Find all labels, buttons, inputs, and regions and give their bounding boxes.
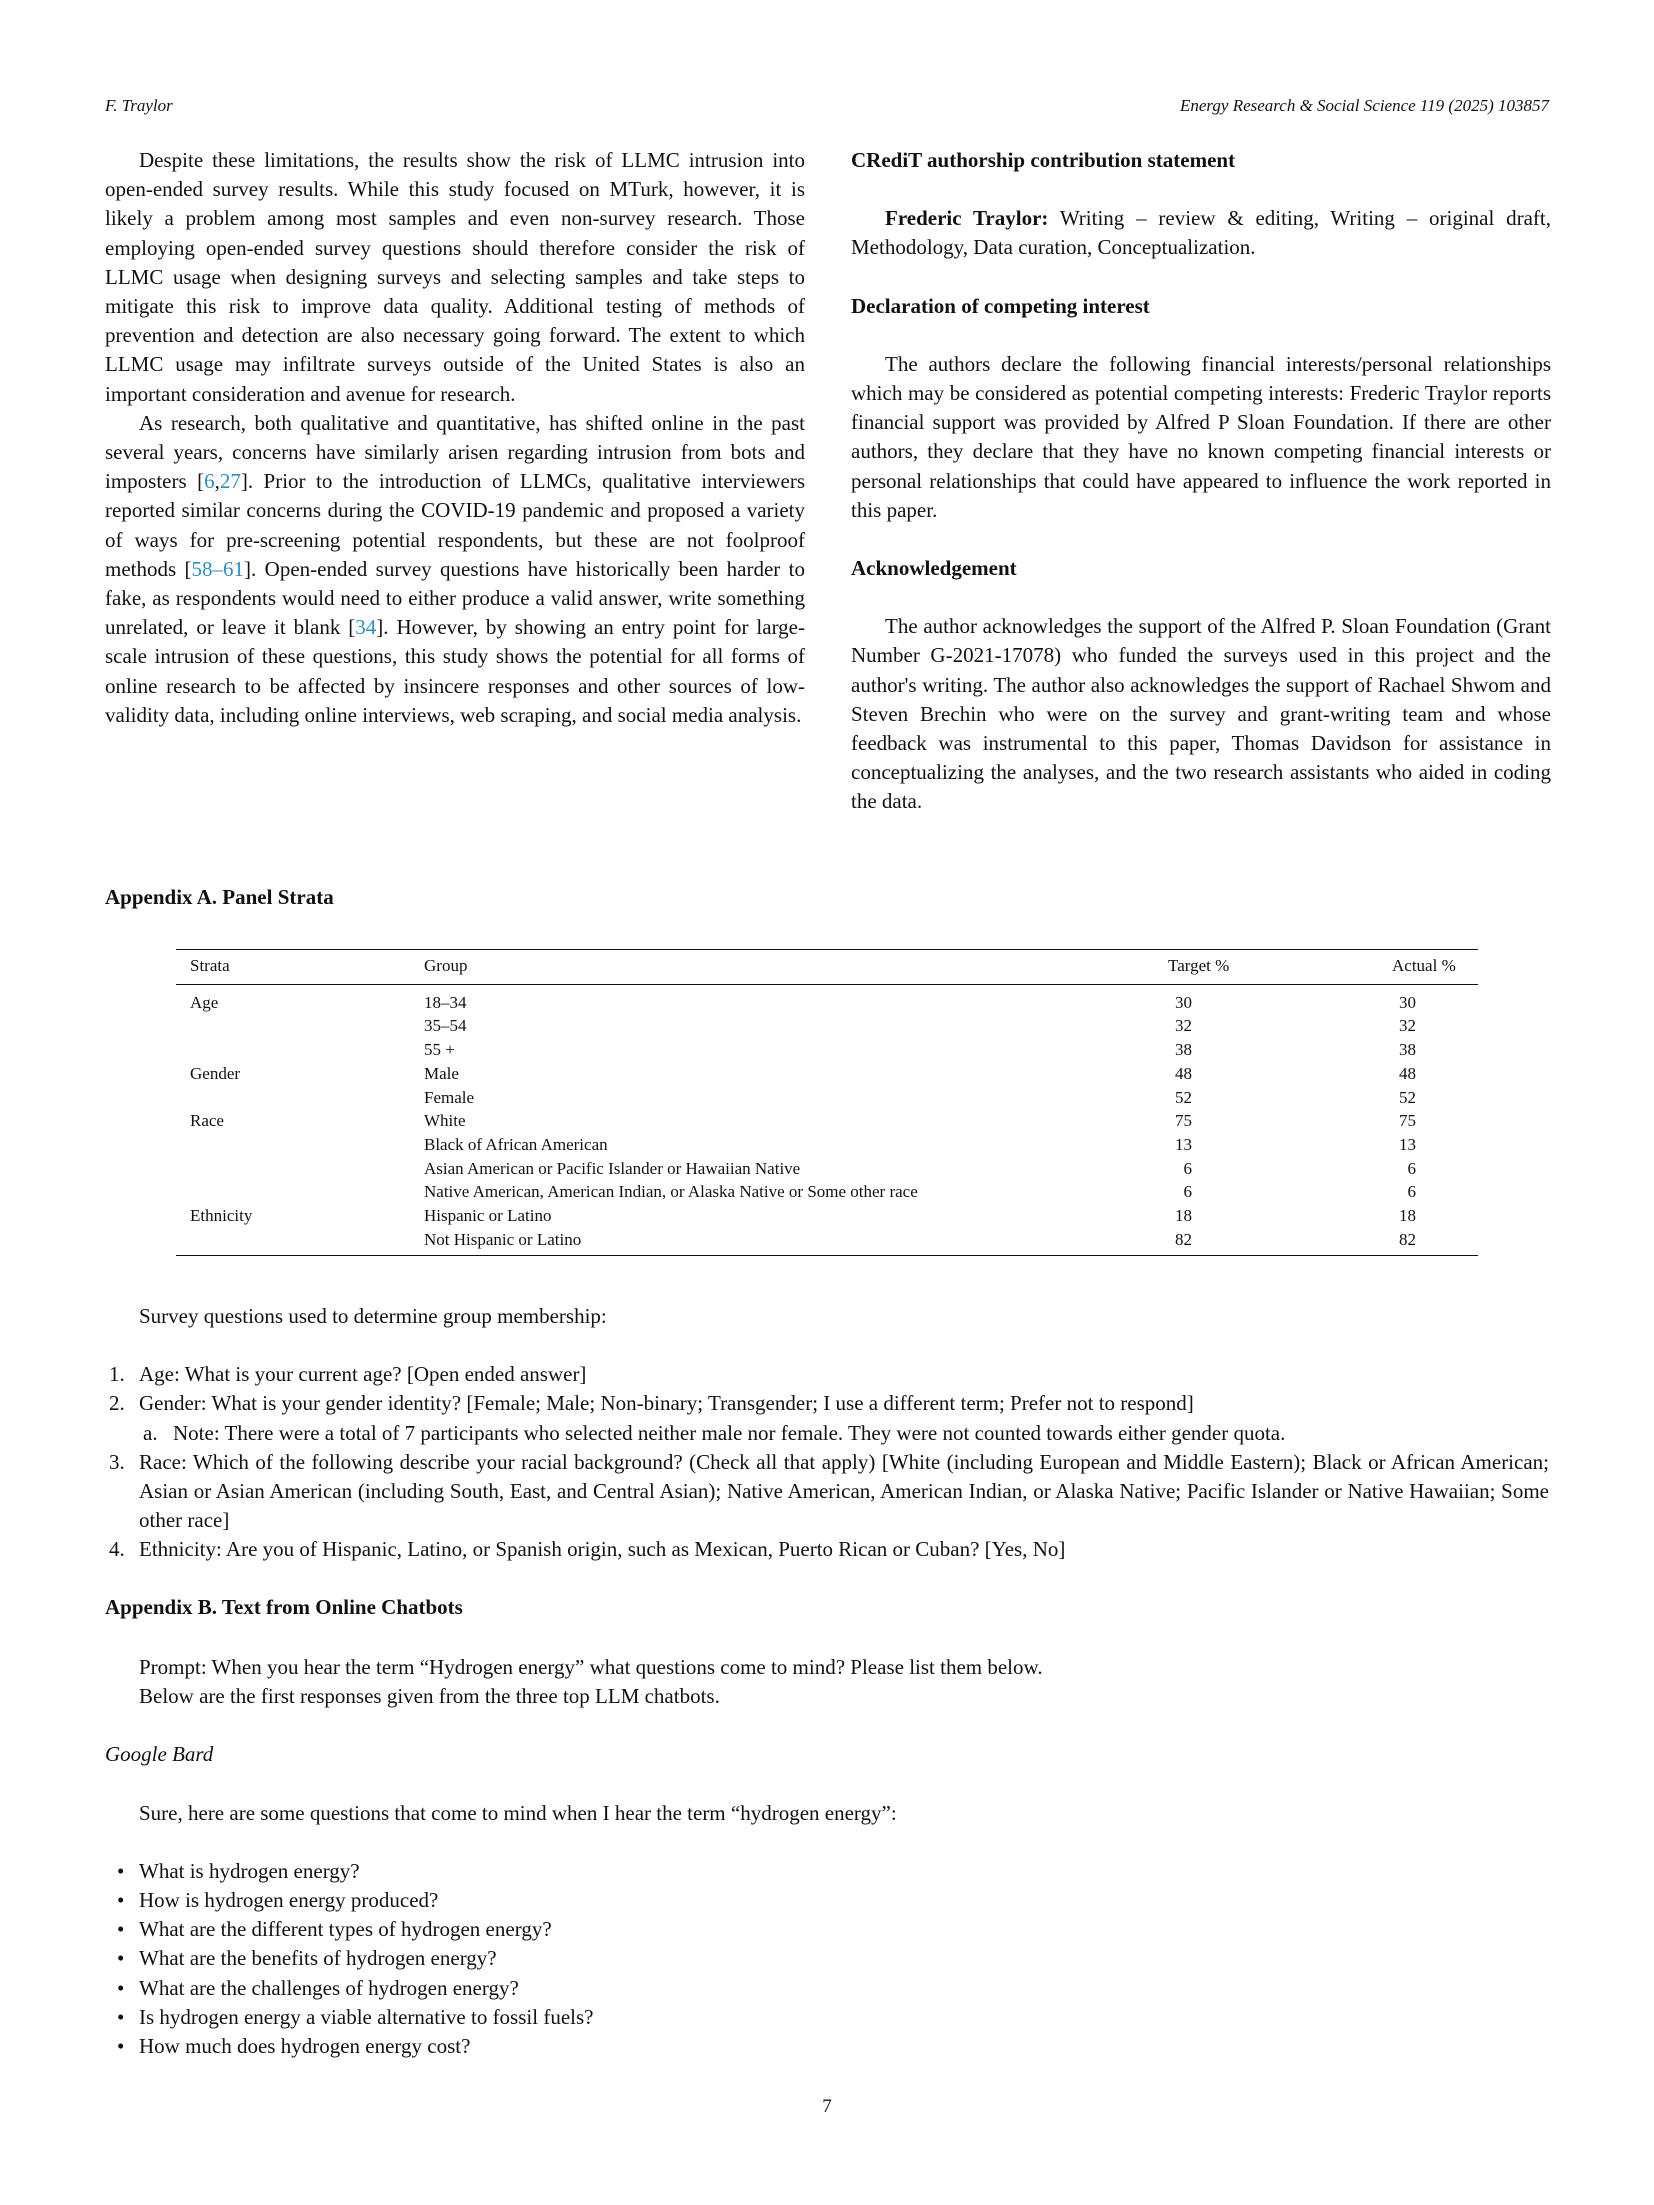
cell-group: Not Hispanic or Latino (410, 1228, 1154, 1256)
cell-actual-value: 30 (1399, 992, 1416, 1012)
cell-actual (1378, 1038, 1478, 1062)
cell-group: 18–34 (424, 992, 467, 1012)
list-item-text: Gender: What is your gender identity? [Female; Male; Non-binary; Transgender; I use a different term; Prefer not to respond] (139, 1391, 1194, 1416)
cell-target (1154, 1086, 1378, 1110)
cell-actual-value: 38 (1399, 1040, 1416, 1060)
cell-target (1154, 1109, 1378, 1133)
cell-actual (1378, 1109, 1478, 1133)
cell-strata (176, 1133, 410, 1157)
cell-group: 35–54 (424, 1016, 467, 1036)
text-span: ]. Open-ended survey questions have historically been harder to fake, as respondents would need to either produce a valid answer, write something unrelated, or leave it blank [ (105, 556, 805, 640)
table-row (176, 1133, 1478, 1157)
column-header-target: Target % (1154, 950, 1378, 985)
table-row (176, 1109, 1478, 1133)
text-span: ]. Prior to the introduction of LLMCs, qualitative interviewers reported similar concerns during the COVID-19 pandemic and proposed a variety of ways for pre-screening potential respondents, but these are not foolproof methods [ (105, 469, 806, 581)
cell-group: Female (424, 1087, 475, 1107)
cell-strata (176, 1157, 410, 1181)
list-item (105, 2003, 1549, 2032)
list-number: 2. (109, 1391, 125, 1416)
cell-target-value: 30 (1175, 992, 1192, 1012)
cell-target-value: 32 (1175, 1016, 1192, 1036)
cell-target (1154, 1180, 1378, 1204)
list-item (105, 1886, 1549, 1915)
list-item (105, 1944, 1549, 1973)
bullet-icon: • (117, 1858, 125, 1883)
cell-target (1154, 1062, 1378, 1086)
column-header-group: Group (410, 950, 1154, 985)
cell-group: Black of African American (424, 1134, 608, 1154)
cell-actual (1378, 1157, 1478, 1181)
cell-target (1154, 1204, 1378, 1228)
text-span: , (214, 469, 220, 494)
list-item (105, 1915, 1549, 1944)
table-row (176, 1062, 1478, 1086)
bullet-icon: • (117, 1917, 125, 1942)
cell-target (1154, 1133, 1378, 1157)
cell-actual-value: 82 (1399, 1229, 1416, 1249)
cell-target-value: 48 (1175, 1063, 1192, 1083)
cell-group: Asian American or Pacific Islander or Hawaiian Native (424, 1158, 801, 1178)
cell-strata: Age (190, 992, 219, 1012)
cell-actual-value: 52 (1399, 1087, 1416, 1107)
list-item-text: What are the challenges of hydrogen energy? (139, 1975, 519, 2000)
cell-strata (176, 1180, 410, 1204)
table-row (176, 984, 1478, 1014)
cell-target-value: 38 (1175, 1040, 1192, 1060)
cell-target-value: 18 (1175, 1206, 1192, 1226)
list-item-text: What are the benefits of hydrogen energy? (139, 1946, 497, 1971)
bullet-icon: • (117, 1946, 125, 1971)
column-header-actual: Actual % (1378, 950, 1478, 985)
gender-note (139, 1419, 1549, 1448)
table-row (176, 1228, 1478, 1256)
citation-link-34[interactable]: 34 (355, 615, 377, 640)
right-column (851, 146, 1551, 817)
survey-questions-block (105, 1302, 1549, 1565)
cell-target-value: 52 (1175, 1087, 1192, 1107)
cell-actual (1378, 984, 1478, 1014)
running-header (105, 96, 1549, 124)
citation-link-27[interactable]: 27 (219, 469, 241, 494)
cell-target-value: 13 (1175, 1134, 1192, 1154)
table-row (176, 1180, 1478, 1204)
cell-actual (1378, 1014, 1478, 1038)
table-row (176, 1038, 1478, 1062)
table-body (176, 984, 1478, 1256)
list-item (105, 1857, 1549, 1886)
text-span: As research, both qualitative and quantitative, has shifted online in the past several years, concerns have similarly arisen regarding intrusion from bots and imposters [ (105, 410, 805, 494)
google-bard-label: Google Bard (105, 1742, 214, 1767)
list-item (105, 1389, 1549, 1447)
list-number: a. (143, 1420, 158, 1445)
bullet-icon: • (117, 1975, 125, 2000)
survey-question-list (105, 1360, 1549, 1564)
cell-actual-value: 75 (1399, 1111, 1416, 1131)
cell-actual (1378, 1086, 1478, 1110)
table-row (176, 1157, 1478, 1181)
list-number: 3. (109, 1449, 125, 1474)
cell-target-value: 75 (1175, 1111, 1192, 1131)
list-number: 1. (109, 1362, 125, 1387)
table-row (176, 1204, 1478, 1228)
appendix-b-title: Appendix B. Text from Online Chatbots (105, 1595, 463, 1619)
list-item (105, 1535, 1549, 1564)
list-item-text: How is hydrogen energy produced? (139, 1888, 439, 1913)
list-item-text: Age: What is your current age? [Open ended answer] (139, 1362, 587, 1387)
citation-link-6[interactable]: 6 (204, 469, 215, 494)
credit-heading: CRediT authorship contribution statement (851, 148, 1236, 172)
responses-intro: Below are the first responses given from the three top LLM chatbots. (139, 1684, 720, 1709)
cell-group: White (424, 1111, 466, 1131)
bullet-icon: • (117, 2034, 125, 2059)
list-item-text: What are the different types of hydrogen energy? (139, 1917, 552, 1942)
column-header-strata: Strata (176, 950, 410, 985)
list-item (105, 1448, 1549, 1536)
list-number: 4. (109, 1537, 125, 1562)
panel-strata-table (176, 949, 1478, 1256)
credit-roles: Writing – review & editing, Writing – original draft, Methodology, Data curation, Conceptualization. (851, 206, 1551, 260)
competing-interest-paragraph: The authors declare the following financial interests/personal relationships which may be considered as potential competing interests: Frederic Traylor reports financial support was provided by Alfred P Sloan Foundation. If there are other authors, they declare that they have no known competing financial interests or personal relationships that could have appeared to influence the work reported in this paper. (851, 351, 1551, 522)
cell-actual-value: 48 (1399, 1063, 1416, 1083)
table-row (176, 1086, 1478, 1110)
cell-target (1154, 1228, 1378, 1256)
credit-paragraph (851, 204, 1551, 262)
cell-strata (176, 1014, 410, 1038)
bullet-icon: • (117, 1888, 125, 1913)
cell-actual-value: 32 (1399, 1016, 1416, 1036)
list-item (105, 2032, 1549, 2061)
cell-actual-value: 6 (1407, 1158, 1416, 1178)
cell-target (1154, 1014, 1378, 1038)
cell-actual (1378, 1204, 1478, 1228)
list-item-text: Ethnicity: Are you of Hispanic, Latino, or Spanish origin, such as Mexican, Puerto Rican or Cuban? [Yes, No] (139, 1537, 1066, 1562)
cell-group: 55 + (424, 1040, 455, 1060)
cell-target-value: 6 (1183, 1182, 1192, 1202)
table-row (176, 1014, 1478, 1038)
appendix-a-title: Appendix A. Panel Strata (105, 885, 334, 909)
bard-intro: Sure, here are some questions that come to mind when I hear the term “hydrogen energy”: (139, 1800, 897, 1825)
cell-actual (1378, 1133, 1478, 1157)
cell-actual (1378, 1062, 1478, 1086)
cell-target (1154, 984, 1378, 1014)
list-item-text: How much does hydrogen energy cost? (139, 2034, 471, 2059)
bullet-icon: • (117, 2004, 125, 2029)
list-item (105, 1360, 1549, 1389)
cell-strata (176, 1038, 410, 1062)
list-item (105, 1974, 1549, 2003)
paragraph-limitations: Despite these limitations, the results show the risk of LLMC intrusion into open-ended survey results. While this study focused on MTurk, however, it is likely a problem among most samples and even non-survey research. Those employing open-ended survey questions should therefore consider the risk of LLMC usage when designing surveys and selecting samples and take steps to mitigate this risk to improve data quality. Additional testing of methods of prevention and detection are also necessary going forward. The extent to which LLMC usage may infiltrate surveys outside of the United States is also an important consideration and avenue for research. (105, 148, 805, 406)
prompt-text: Prompt: When you hear the term “Hydrogen energy” what questions come to mind? Please list them below. (139, 1655, 1043, 1679)
cell-group: Native American, American Indian, or Alaska Native or Some other race (424, 1182, 918, 1202)
bard-question-list (105, 1857, 1549, 2061)
header-journal: Energy Research & Social Science 119 (2025) 103857 (1179, 96, 1549, 115)
cell-target (1154, 1038, 1378, 1062)
cell-actual-value: 18 (1399, 1206, 1416, 1226)
cell-group: Male (424, 1063, 459, 1083)
paragraph-online-research (105, 409, 805, 730)
header-author: F. Traylor (105, 96, 173, 115)
chatbot-text-block (105, 1653, 1549, 2061)
acknowledgement-paragraph: The author acknowledges the support of the Alfred P. Sloan Foundation (Grant Number G-2021-17078) who funded the surveys used in this project and the author's writing. The author also acknowledges the support of Rachael Shwom and Steven Brechin who were on the survey and grant-writing team and whose feedback was instrumental to this paper, Thomas Davidson for assistance in conceptualizing the analyses, and the two research assistants who aided in coding the data. (851, 614, 1551, 814)
citation-link-58-61[interactable]: 58–61 (191, 556, 245, 581)
text-span: ]. However, by showing an entry point for large-scale intrusion of these questions, this study shows the potential for all forms of online research to be affected by insincere responses and other sources of low-validity data, including online interviews, web scraping, and social media analysis. (105, 615, 805, 727)
list-item-text: What is hydrogen energy? (139, 1858, 360, 1883)
table-header-row (176, 950, 1478, 985)
cell-group: Hispanic or Latino (424, 1206, 552, 1226)
cell-strata: Gender (190, 1063, 241, 1083)
survey-intro: Survey questions used to determine group membership: (139, 1304, 607, 1328)
credit-author-name: Frederic Traylor: (885, 206, 1049, 231)
cell-strata (176, 1086, 410, 1110)
note-text: Note: There were a total of 7 participants who selected neither male nor female. They were not counted towards either gender quota. (173, 1420, 1286, 1445)
left-column (105, 146, 805, 730)
cell-actual (1378, 1228, 1478, 1256)
list-item-text: Race: Which of the following describe your racial background? (Check all that apply) [White (including European and Middle Eastern); Black or African American; Asian or Asian American (including South, East, and Central Asian); Native American, American Indian, or Alaska Native; Pacific Islander or Native Hawaiian; Some other race] (139, 1449, 1549, 1533)
page-number: 7 (822, 2096, 832, 2117)
cell-actual-value: 6 (1407, 1182, 1416, 1202)
list-item-text: Is hydrogen energy a viable alternative to fossil fuels? (139, 2004, 594, 2029)
competing-interest-heading: Declaration of competing interest (851, 293, 1150, 318)
cell-target-value: 82 (1175, 1229, 1192, 1249)
acknowledgement-heading: Acknowledgement (851, 556, 1017, 581)
cell-target (1154, 1157, 1378, 1181)
cell-strata: Ethnicity (190, 1206, 253, 1226)
cell-strata (176, 1228, 410, 1256)
cell-actual (1378, 1180, 1478, 1204)
cell-strata: Race (190, 1111, 224, 1131)
cell-target-value: 6 (1183, 1158, 1192, 1178)
cell-actual-value: 13 (1399, 1134, 1416, 1154)
